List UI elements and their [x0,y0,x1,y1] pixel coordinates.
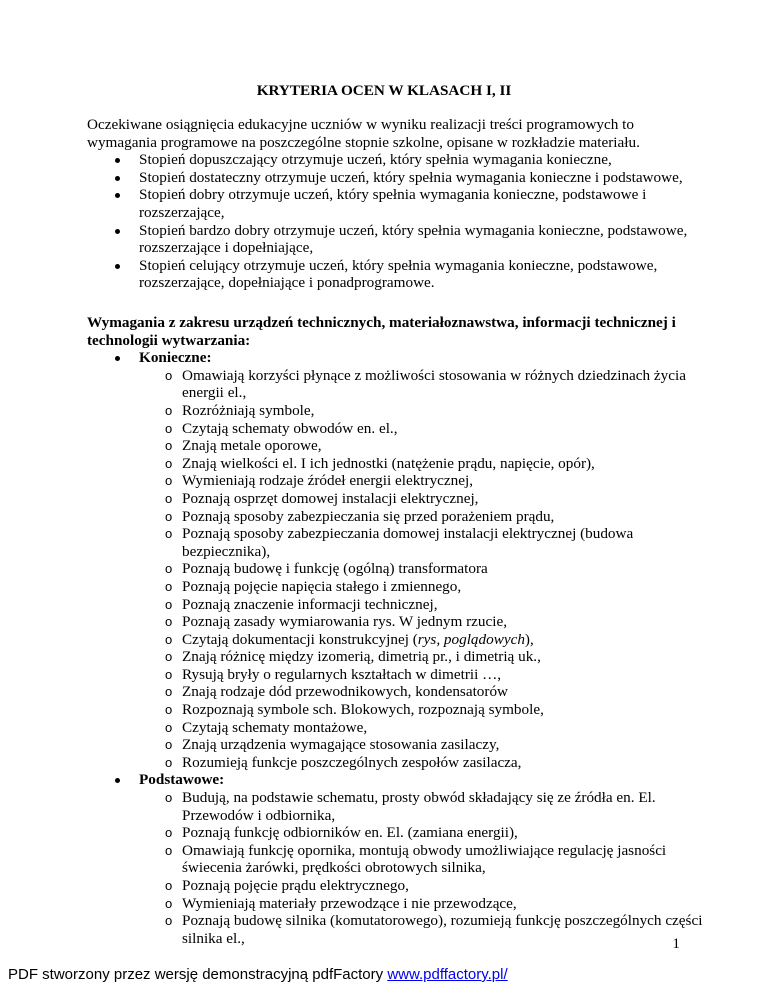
circle-bullet-icon: o [165,367,173,383]
footer-text: PDF stworzony przez wersję demonstracyjną pdfFactory [8,966,388,983]
list-item: o Znają urządzenia wymagające stosowania zasilaczy, [165,736,500,754]
circle-bullet-icon: o [165,614,173,630]
bullet-icon [115,158,120,163]
circle-bullet-icon: o [165,913,173,929]
circle-bullet-icon: o [165,473,173,489]
list-item: o Poznają pojęcie napięcia stałego i zmiennego, [165,577,462,595]
group-label: Podstawowe: [139,771,225,789]
requirements-list [87,349,707,947]
circle-bullet-icon: o [165,878,173,893]
circle-bullet-icon: o [165,508,173,524]
grade-item: Stopień dopuszczający otrzymuje uczeń, który spełnia wymagania konieczne, [87,151,707,169]
list-item: o Wymieniają rodzaje źródeł energii elektrycznej, [165,472,474,490]
list-item: o Czytają schematy obwodów en. el., [165,419,398,437]
grade-item: Stopień celujący otrzymuje uczeń, który spełnia wymagania konieczne, podstawowe, rozszerzające, dopełniające i ponadprogramowe. [87,257,707,292]
circle-bullet-icon: o [165,754,173,770]
list-item: o Poznają sposoby zabezpieczania domowej instalacji elektrycznej (budowa bezpiecznika), [165,525,634,560]
circle-bullet-icon: o [165,420,173,436]
circle-bullet-icon: o [165,825,173,841]
list-item: o Wymieniają materiały przewodzące i nie przewodzące, [165,894,517,912]
bullet-icon [115,356,120,361]
list-item: o Rysują bryły o regularnych kształtach w dimetrii …, [165,665,502,683]
document-title: KRYTERIA OCEN W KLASACH I, II [256,82,512,99]
page-number: 1 [672,935,680,952]
circle-bullet-icon: o [165,842,173,858]
list-item: o Poznają pojęcie prądu elektrycznego, [165,877,409,894]
group-label: Konieczne: [139,349,212,367]
circle-bullet-icon: o [165,790,173,806]
requirements-group-podstawowe [87,771,707,947]
podstawowe-items [139,789,707,947]
circle-bullet-icon: o [165,402,173,418]
circle-bullet-icon: o [165,737,173,753]
list-item: o Czytają dokumentacji konstrukcyjnej (rys, poglądowych), [165,630,534,648]
circle-bullet-icon: o [165,526,173,542]
grades-list [87,151,707,292]
list-item: o Znają metale oporowe, [165,437,322,455]
list-item: o Poznają zasady wymiarowania rys. W jednym rzucie, [165,613,508,631]
list-item: o Rozpoznają symbole sch. Blokowych, rozpoznają symbole, [165,701,544,719]
list-item: o Omawiają korzyści płynące z możliwości stosowania w różnych dziedzinach życia energii el., [165,366,686,402]
list-item: o Poznają sposoby zabezpieczania się przed porażeniem prądu, [165,507,555,525]
section-heading: Wymagania z zakresu urządzeń technicznych, materiałoznawstwa, informacji technicznej i technologii wytwarzania: [87,314,676,349]
bullet-icon [115,176,120,181]
list-item: o Znają różnicę między izomerią, dimetrią pr., i dimetrią uk., [165,648,541,666]
pdf-footer [8,966,508,984]
grade-item: Stopień bardzo dobry otrzymuje uczeń, który spełnia wymagania konieczne, podstawowe, rozszerzające i dopełniające, [87,222,707,257]
circle-bullet-icon: o [165,631,173,647]
list-item: o Znają rodzaje dód przewodnikowych, kondensatorów [165,683,509,701]
requirements-section [87,314,707,947]
pdffactory-link[interactable]: www.pdffactory.pl/ [387,966,508,983]
grade-item: Stopień dobry otrzymuje uczeń, który spełnia wymagania konieczne, podstawowe i rozszerzające, [87,186,707,221]
bullet-icon [115,778,120,783]
circle-bullet-icon: o [165,455,173,471]
circle-bullet-icon: o [165,649,173,665]
list-item: o Omawiają funkcję opornika, montują obwody umożliwiające regulację jasności świecenia żarówki, prędkości obrotowych silnika, [165,841,667,877]
circle-bullet-icon: o [165,895,173,911]
list-item: o Rozumieją funkcje poszczególnych zespołów zasilacza, [165,753,522,771]
konieczne-items [139,367,707,772]
list-item: o Czytają schematy montażowe, [165,718,368,736]
circle-bullet-icon: o [165,438,173,454]
list-item: o Poznają znaczenie informacji technicznej, [165,595,438,613]
circle-bullet-icon: o [165,561,173,577]
list-item: o Poznają budowę i funkcję (ogólną) transformatora [165,560,488,578]
list-item: o Poznają funkcję odbiorników en. El. (zamiana energii), [165,824,518,842]
list-item: o Poznają osprzęt domowej instalacji elektrycznej, [165,489,479,507]
bullet-icon [115,229,120,234]
requirements-group-konieczne [87,349,707,771]
list-item: o Budują, na podstawie schematu, prosty obwód składający się ze źródła en. El. Przewodów i odbiornika, [165,789,656,824]
intro-paragraph: Oczekiwane osiągnięcia edukacyjne uczniów w wyniku realizacji treści programowych to wymagania programowe na poszczególne stopnie szkolne, opisane w rozkładzie materiału. [87,116,640,151]
bullet-icon [115,193,120,198]
bullet-icon [115,264,120,269]
list-item: o Rozróżniają symbole, [165,401,315,419]
circle-bullet-icon: o [165,702,173,718]
circle-bullet-icon: o [165,490,173,506]
grade-item: Stopień dostateczny otrzymuje uczeń, który spełnia wymagania konieczne i podstawowe, [87,169,707,187]
list-item: o Poznają budowę silnika (komutatorowego), rozumieją funkcję poszczególnych części silnika el., [165,912,703,947]
circle-bullet-icon: o [165,719,173,735]
circle-bullet-icon: o [165,684,173,700]
circle-bullet-icon: o [165,578,173,594]
circle-bullet-icon: o [165,666,173,682]
circle-bullet-icon: o [165,596,173,612]
intro-block [87,116,707,292]
list-item: o Znają wielkości el. I ich jednostki (natężenie prądu, napięcie, opór), [165,454,595,472]
